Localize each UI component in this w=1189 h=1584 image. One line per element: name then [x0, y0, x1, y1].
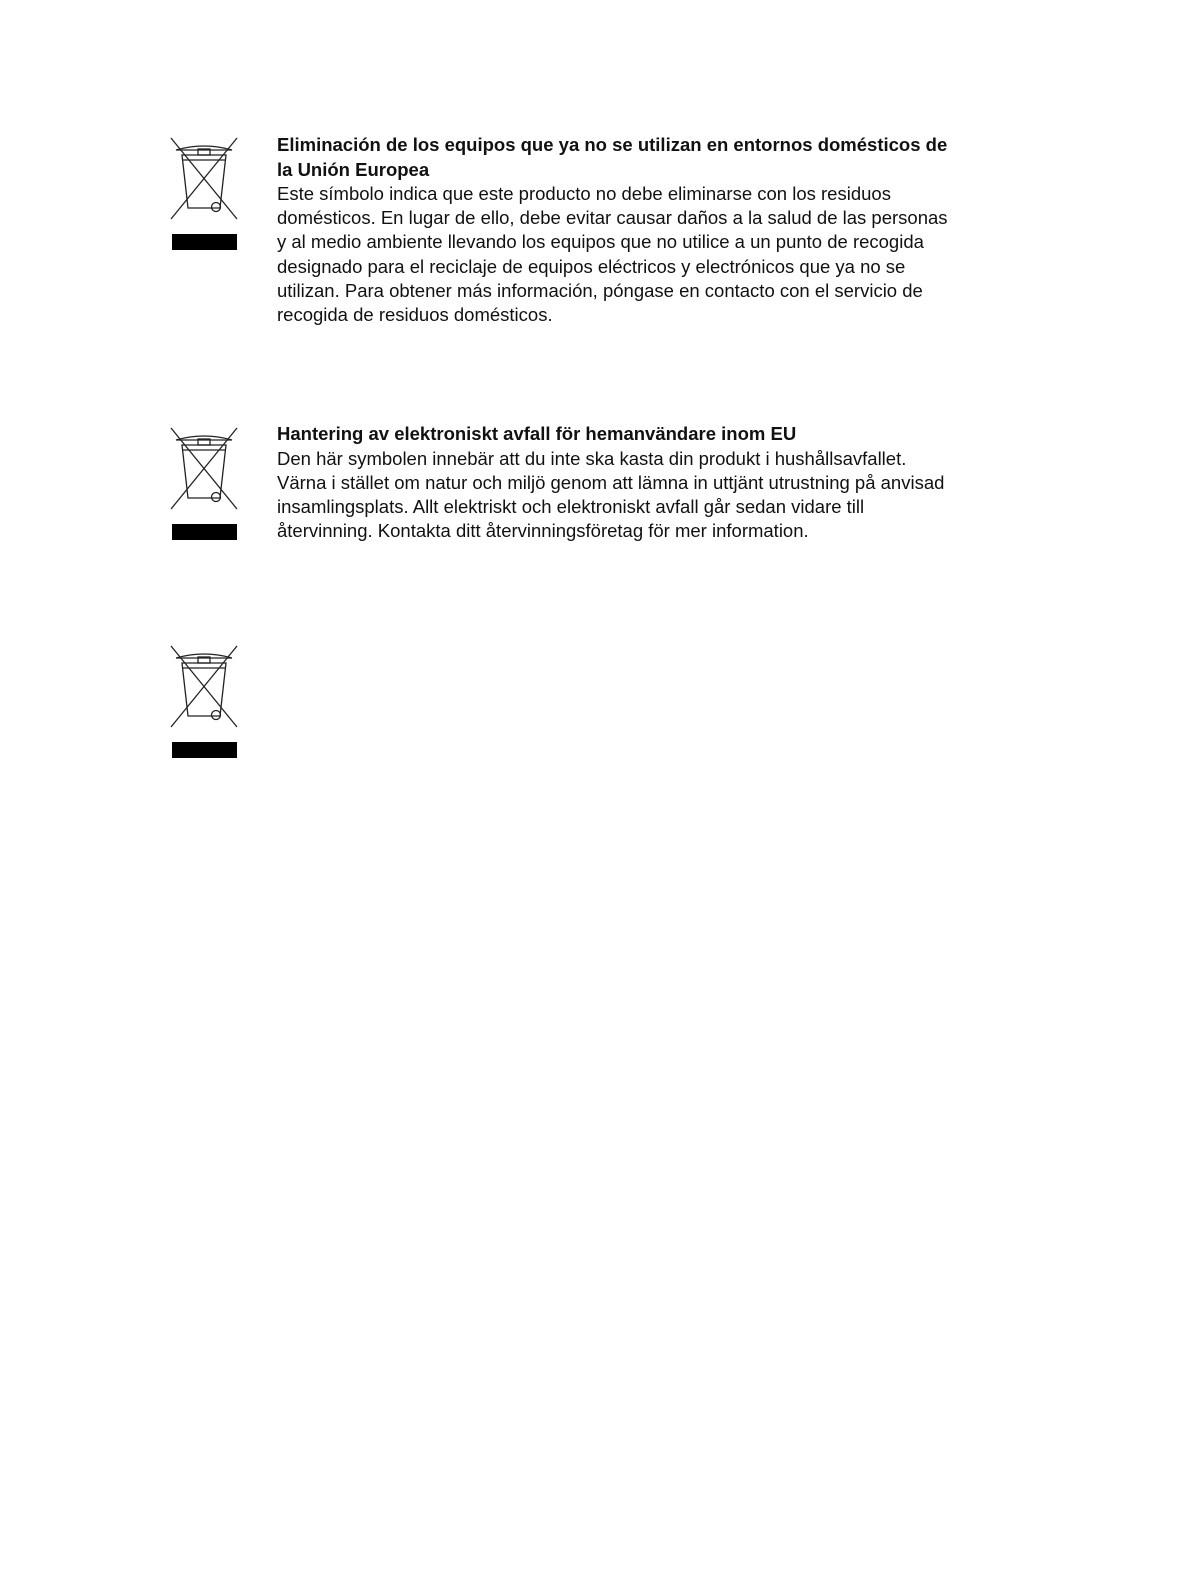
section-body: Den här symbolen innebär att du inte ska kasta din produkt i hushållsavfallet. Värna i stället om natur och miljö genom att lämna in uttjänt utrustning på anvisad insamlingsplats. Allt elektriskt och elektroniskt avfall går sedan vidare till återvinning. Kontakta ditt återvinningsföretag för mer information.	[277, 447, 945, 542]
crossed-out-wheelie-bin-icon	[168, 644, 240, 764]
section-heading: Eliminación de los equipos que ya no se utilizan en entornos domésticos de la Unión Europea	[277, 134, 948, 180]
section-text	[277, 133, 957, 327]
crossed-out-wheelie-bin-icon	[168, 426, 240, 546]
section-body: Este símbolo indica que este producto no debe eliminarse con los residuos domésticos. En lugar de ello, debe evitar causar daños a la salud de las personas y al medio ambiente llevando los equipos que no utilice a un punto de recogida designado para el reciclaje de equipos eléctricos y electrónicos que ya no se utilizan. Para obtener más información, póngase en contacto con el servicio de recogida de residuos domésticos.	[277, 183, 948, 326]
section-text	[277, 422, 957, 543]
crossed-out-wheelie-bin-icon	[168, 136, 240, 256]
section-heading: Hantering av elektroniskt avfall för hemanvändare inom EU	[277, 423, 797, 444]
